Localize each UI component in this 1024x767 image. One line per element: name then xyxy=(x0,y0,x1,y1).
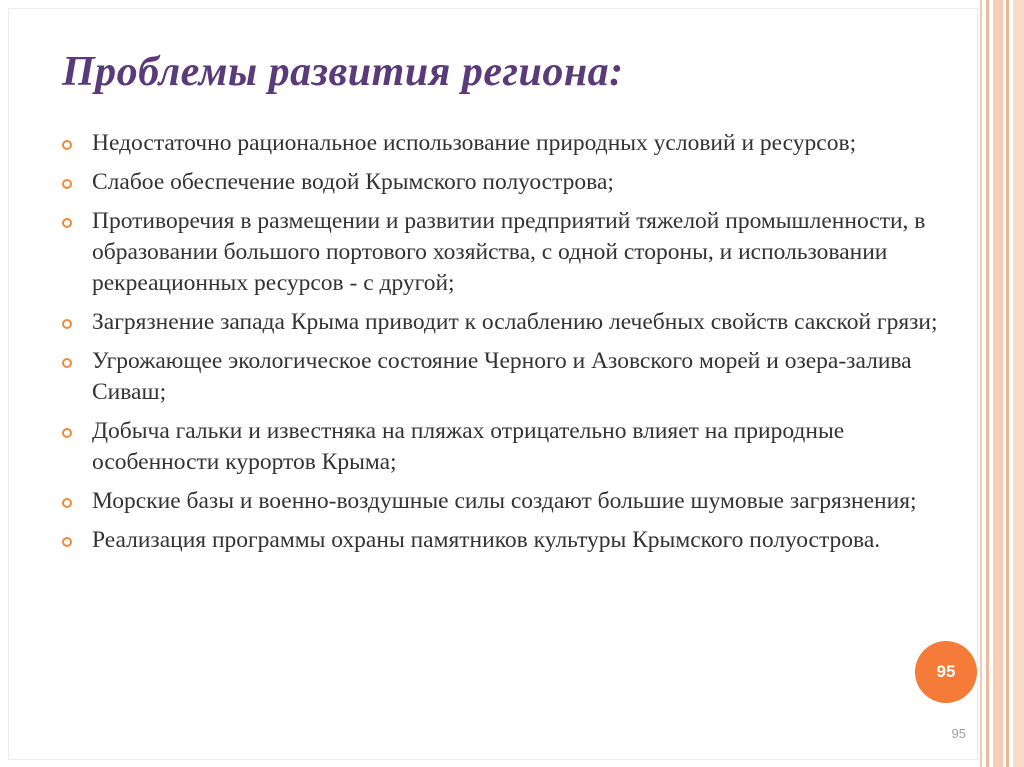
bullet-item xyxy=(62,525,962,556)
stripe xyxy=(993,0,1003,767)
page-number: 95 xyxy=(951,726,966,741)
bullet-list xyxy=(62,128,962,564)
decorative-stripes xyxy=(980,0,1024,767)
circle-bullet-icon xyxy=(62,179,72,189)
stripe xyxy=(1013,0,1024,767)
bullet-text: Противоречия в размещении и развитии предприятий тяжелой промышленности, в образовании большого портового хозяйства, с одной стороны, и использовании рекреационных ресурсов - с другой; xyxy=(92,208,926,296)
bullet-text: Недостаточно рациональное использование природных условий и ресурсов; xyxy=(92,130,857,156)
slide-title: Проблемы развития региона: xyxy=(62,49,624,95)
circle-bullet-icon xyxy=(62,358,72,368)
circle-bullet-icon xyxy=(62,218,72,228)
circle-bullet-icon xyxy=(62,537,72,547)
bullet-item xyxy=(62,128,962,159)
circle-bullet-icon xyxy=(62,319,72,329)
bullet-item xyxy=(62,416,962,478)
bullet-text: Угрожающее экологическое состояние Черного и Азовского морей и озера-залива Сиваш; xyxy=(92,348,912,405)
bullet-text: Морские базы и военно-воздушные силы создают большие шумовые загрязнения; xyxy=(92,488,917,514)
stripe xyxy=(980,0,982,767)
bullet-text: Загрязнение запада Крыма приводит к ослаблению лечебных свойств сакской грязи; xyxy=(92,309,938,335)
stripe xyxy=(1006,0,1009,767)
bullet-item xyxy=(62,206,962,299)
bullet-item xyxy=(62,486,962,517)
circle-bullet-icon xyxy=(62,428,72,438)
bullet-item xyxy=(62,167,962,198)
bullet-text: Добыча гальки и известняка на пляжах отрицательно влияет на природные особенности курортов Крыма; xyxy=(92,418,845,475)
circle-bullet-icon xyxy=(62,498,72,508)
bullet-text: Реализация программы охраны памятников культуры Крымского полуострова. xyxy=(92,527,881,553)
bullet-item xyxy=(62,307,962,338)
stripe xyxy=(986,0,989,767)
bullet-text: Слабое обеспечение водой Крымского полуострова; xyxy=(92,169,614,195)
circle-bullet-icon xyxy=(62,140,72,150)
slide-number-badge: 95 xyxy=(915,641,977,703)
bullet-item xyxy=(62,346,962,408)
